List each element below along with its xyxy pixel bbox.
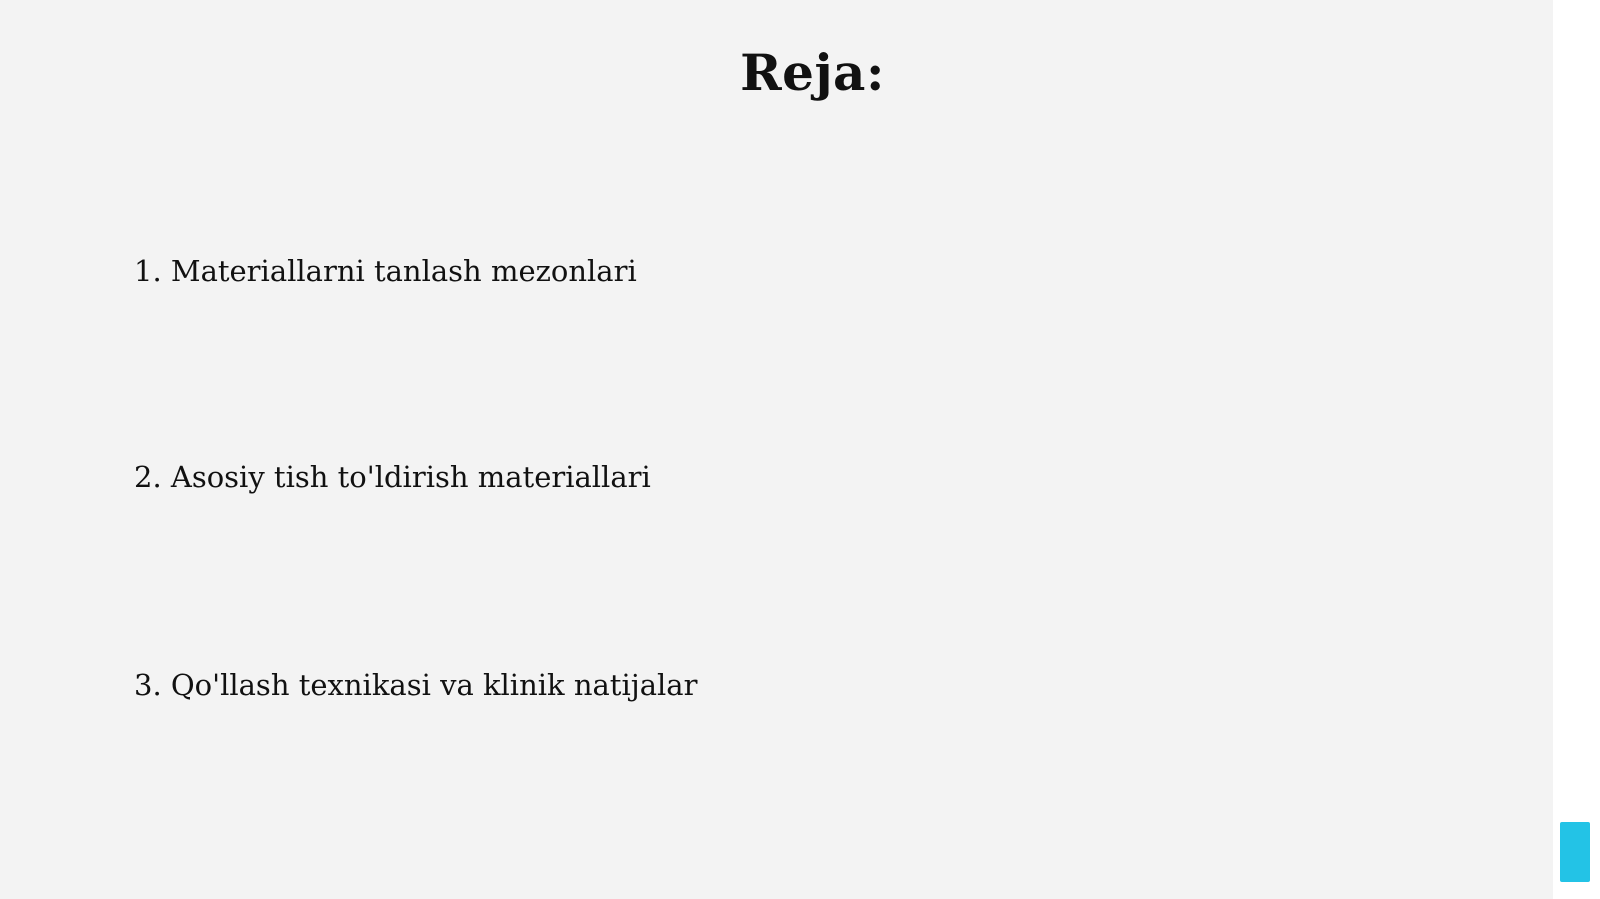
agenda-item-1: 1. Materiallarni tanlash mezonlari	[134, 254, 637, 288]
agenda-item-3: 3. Qo'llash texnikasi va klinik natijalar	[134, 668, 698, 702]
scrollbar-thumb[interactable]	[1560, 822, 1590, 882]
agenda-item-2: 2. Asosiy tish to'ldirish materiallari	[134, 460, 651, 494]
slide-title: Reja:	[740, 43, 885, 102]
scroll-track[interactable]	[1553, 0, 1600, 899]
